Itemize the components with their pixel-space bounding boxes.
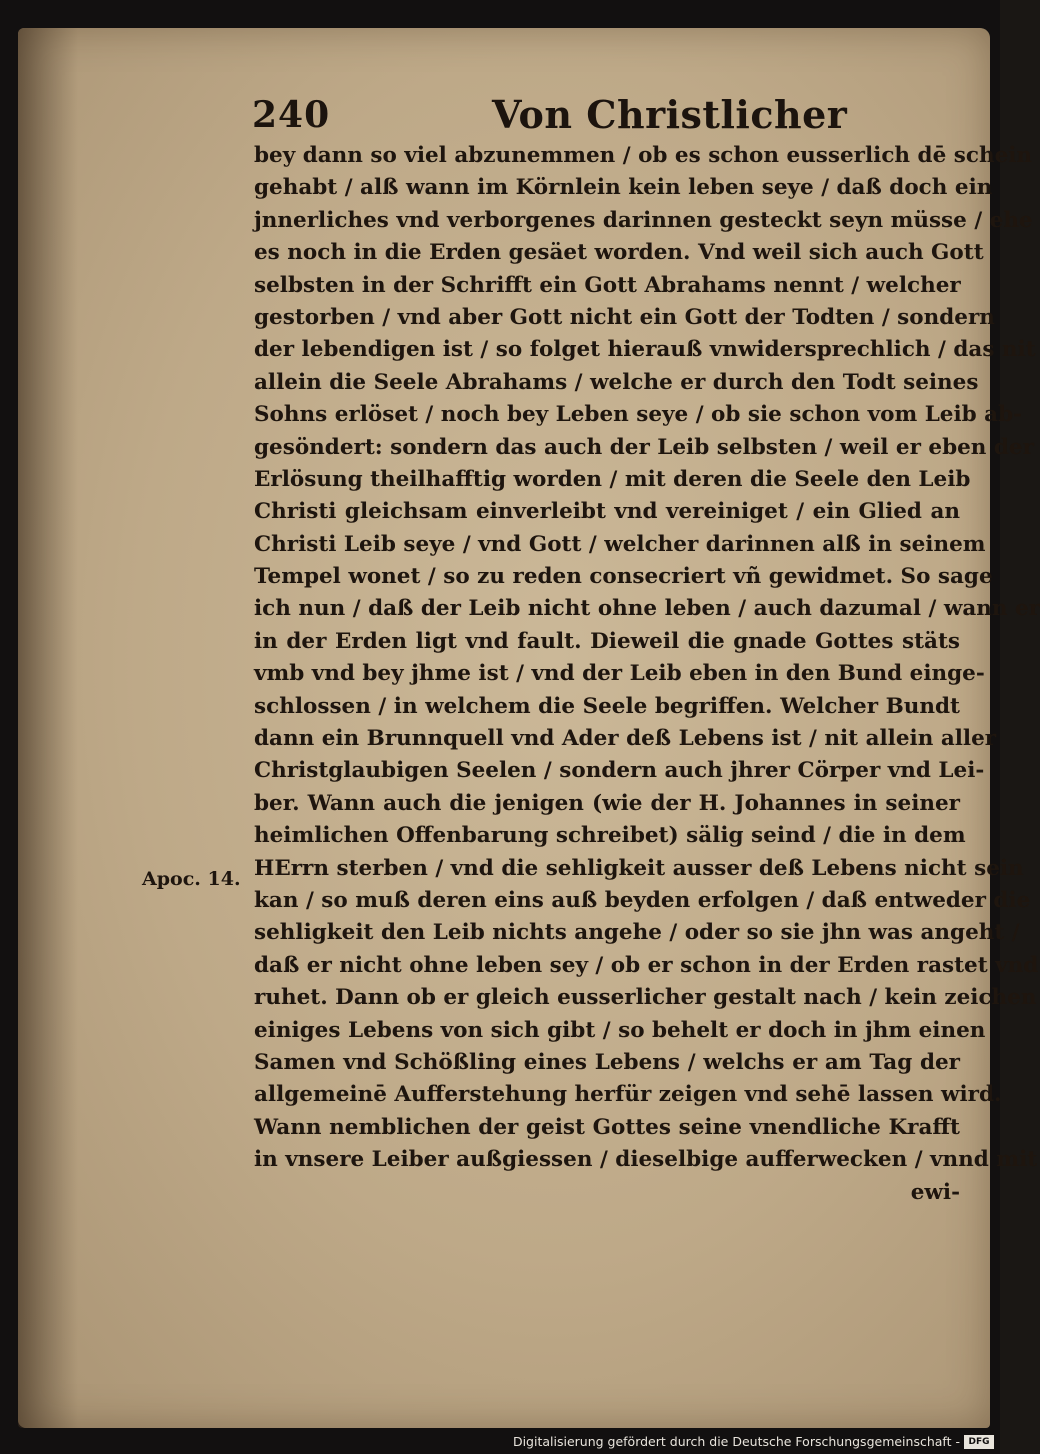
text-line: ber. Wann auch die jenigen (wie der H. Johannes in seiner [254,790,960,816]
text-line: Sohns erlöset / noch bey Leben seye / ob sie schon vom Leib ab- [254,402,1023,428]
text-line: es noch in die Erden gesäet worden. Vnd weil sich auch Gott [254,240,984,266]
text-line: allgemeinē Aufferstehung herfür zeigen vnd sehē lassen wird. [254,1082,1002,1108]
text-line: HErrn sterben / vnd die sehligkeit ausser deß Lebens nicht sein [254,855,1024,881]
text-line: ewi- [910,1179,960,1205]
text-line: gehabt / alß wann im Körnlein kein leben seye / daß doch ein [254,175,993,201]
text-line: kan / so muß deren eins auß beyden erfolgen / daß entweder die [254,887,1031,913]
text-line: in vnsere Leiber außgiessen / dieselbige aufferwecken / vnnd mit [254,1147,1038,1173]
text-line: ich nun / daß der Leib nicht ohne leben / auch dazumal / wann er [254,596,1040,622]
text-line: allein die Seele Abrahams / welche er durch den Todt seines [254,369,979,395]
text-line: gestorben / vnd aber Gott nicht ein Gott der Todten / sondern [254,304,995,330]
text-line: schlossen / in welchem die Seele begriffen. Welcher Bundt [254,693,960,719]
text-line: vmb vnd bey jhme ist / vnd der Leib eben in den Bund einge- [254,661,985,687]
body-text [254,140,1040,1209]
dfg-logo: DFG [964,1435,994,1449]
margin-note: Apoc. 14. [142,868,241,890]
text-line: dann ein Brunnquell vnd Ader deß Lebens ist / nit allein aller [254,726,997,752]
footer-credit: Digitalisierung gefördert durch die Deutsche Forschungsgemeinschaft - [512,1434,960,1449]
text-line: einiges Lebens von sich gibt / so behelt er doch in jhm einen [254,1017,986,1043]
text-line: in der Erden ligt vnd fault. Dieweil die gnade Gottes stäts [254,628,960,654]
text-line: Samen vnd Schößling eines Lebens / welchs er am Tag der [254,1049,960,1075]
page-gutter-shadow [18,28,78,1428]
text-line: Christi gleichsam einverleibt vnd vereiniget / ein Glied an [254,499,960,525]
text-line: jnnerliches vnd verborgenes darinnen gesteckt seyn müsse / ehe [254,207,1033,233]
text-line: Christi Leib seye / vnd Gott / welcher darinnen alß in seinem [254,531,986,557]
text-line: Wann nemblichen der geist Gottes seine vnendliche Krafft [254,1114,960,1140]
text-line: Tempel wonet / so zu reden consecriert vñ gewidmet. So sage [254,564,993,590]
text-line: der lebendigen ist / so folget hierauß vnwidersprechlich / das nit [254,337,1036,363]
page-header [234,88,954,148]
text-line: Erlösung theilhafftig worden / mit deren die Seele den Leib [254,466,971,492]
running-head: Von Christlicher [492,92,848,137]
text-line: Christglaubigen Seelen / sondern auch jhrer Cörper vnd Lei- [254,758,985,784]
text-line: daß er nicht ohne leben sey / ob er schon in der Erden rastet vnd [254,952,1039,978]
text-line: ruhet. Dann ob er gleich eusserlicher gestalt nach / kein zeichen [254,985,1037,1011]
text-line: bey dann so viel abzunemmen / ob es schon eusserlich dē schein [254,143,1033,168]
text-line: sehligkeit den Leib nichts angehe / oder so sie jhn was angeht / [254,920,1020,946]
text-line: selbsten in der Schrifft ein Gott Abrahams nennt / welcher [254,272,961,298]
text-line: heimlichen Offenbarung schreibet) sälig seind / die in dem [254,823,966,849]
text-line: gesöndert: sondern das auch der Leib selbsten / weil er eben der [254,434,1034,460]
page-number: 240 [252,94,331,136]
